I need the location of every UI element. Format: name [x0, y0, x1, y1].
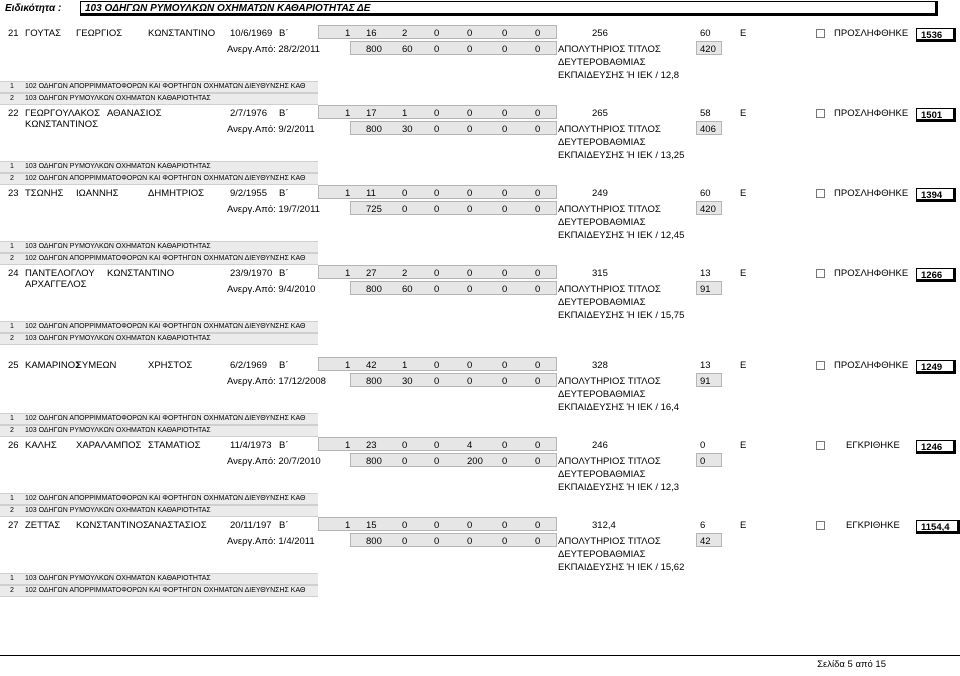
row1-value: 2: [402, 268, 408, 279]
preference-text: 103 ΟΔΗΓΩΝ ΡΥΜΟΥΛΚΩΝ ΟΧΗΜΑΤΩΝ ΚΑΘΑΡΙΟΤΗΤΑΣ: [25, 95, 211, 102]
title-line-2: ΔΕΥΤΕΡΟΒΑΘΜΙΑΣ: [558, 469, 646, 480]
row2-value: 0: [502, 44, 508, 55]
specialty-label: Ειδικότητα :: [5, 3, 62, 14]
row2-value: 0: [467, 536, 473, 547]
score-box: 1246: [916, 440, 956, 454]
row1-value: 0: [467, 28, 473, 39]
row2-value: 0: [535, 204, 541, 215]
row2-value: 800: [366, 44, 382, 55]
row1-value: 0: [402, 520, 408, 531]
category: Β΄: [279, 108, 289, 119]
row2-value: 800: [366, 284, 382, 295]
preference-number: 1: [10, 495, 14, 502]
title-line-2: ΔΕΥΤΕΡΟΒΑΘΜΙΑΣ: [558, 297, 646, 308]
row2-value: 0: [502, 284, 508, 295]
record-number: 26: [8, 440, 19, 451]
title-line-3: ΕΚΠΑΙΔΕΥΣΗΣ Ή ΙΕΚ / 15,75: [558, 310, 685, 321]
row2-value: 0: [434, 536, 440, 547]
score-box: 1266: [916, 268, 956, 282]
row1-value: 0: [502, 440, 508, 451]
row1-value: 1: [345, 520, 351, 531]
preference-text: 102 ΟΔΗΓΩΝ ΑΠΟΡΡΙΜΜΑΤΟΦΟΡΩΝ ΚΑΙ ΦΟΡΤΗΓΩΝ ΟΧΗΜΑΤΩΝ ΔΙΕΥΘΥΝΣΗΣ ΚΑΘ: [25, 175, 306, 182]
status-checkbox[interactable]: [816, 29, 825, 38]
row2-value: 30: [402, 124, 413, 135]
preference-row: [0, 413, 318, 425]
status-checkbox[interactable]: [816, 441, 825, 450]
value-2: 13: [700, 360, 711, 371]
row1-value: 0: [535, 108, 541, 119]
row1-value: 11: [366, 188, 376, 199]
row1-value: 0: [402, 188, 408, 199]
preference-number: 2: [10, 587, 14, 594]
row2-value: 0: [434, 376, 440, 387]
row1-value: 0: [502, 28, 508, 39]
preference-row: [0, 505, 318, 517]
row1-value: 0: [434, 28, 440, 39]
title-line-1: ΑΠΟΛΥΤΗΡΙΟΣ ΤΙΤΛΟΣ: [558, 456, 661, 467]
row1-value: 0: [535, 520, 541, 531]
preference-row: [0, 585, 318, 597]
preference-text: 103 ΟΔΗΓΩΝ ΡΥΜΟΥΛΚΩΝ ΟΧΗΜΑΤΩΝ ΚΑΘΑΡΙΟΤΗΤΑΣ: [25, 575, 211, 582]
first-name: ΑΘΑΝΑΣΙΟΣ: [107, 108, 162, 119]
value-2: 60: [700, 28, 711, 39]
row1-value: 23: [366, 440, 377, 451]
birth-date: 20/11/197: [230, 520, 272, 531]
surname: ΓΕΩΡΓΟΥΛΑΚΟΣ: [25, 108, 100, 119]
row2-value: 60: [402, 44, 413, 55]
title-line-1: ΑΠΟΛΥΤΗΡΙΟΣ ΤΙΤΛΟΣ: [558, 204, 661, 215]
title-line-2: ΔΕΥΤΕΡΟΒΑΘΜΙΑΣ: [558, 549, 646, 560]
page-number: Σελίδα 5 από 15: [817, 659, 886, 670]
row2-value: 800: [366, 376, 382, 387]
category: Β΄: [279, 520, 289, 531]
name-continuation: ΚΩΝΣΤΑΝΤΙΝΟΣ: [25, 119, 99, 130]
row1-value: 4: [467, 440, 473, 451]
birth-date: 10/6/1969: [230, 28, 273, 39]
preference-row: [0, 425, 318, 437]
row1-value: 1: [345, 28, 351, 39]
title-line-2: ΔΕΥΤΕΡΟΒΑΘΜΙΑΣ: [558, 217, 646, 228]
preference-text: 102 ΟΔΗΓΩΝ ΑΠΟΡΡΙΜΜΑΤΟΦΟΡΩΝ ΚΑΙ ΦΟΡΤΗΓΩΝ ΟΧΗΜΑΤΩΝ ΔΙΕΥΘΥΝΣΗΣ ΚΑΘ: [25, 415, 306, 422]
value-2: 0: [700, 440, 706, 451]
birth-date: 23/9/1970: [230, 268, 273, 279]
preference-row: [0, 93, 318, 105]
score-box: 1536: [916, 28, 956, 42]
record-number: 27: [8, 520, 19, 531]
education-level: Ε: [740, 188, 747, 199]
row2-value: 30: [402, 376, 413, 387]
unemployed-since: Ανεργ.Από: 1/4/2011: [227, 536, 315, 547]
surname: ΤΣΩΝΗΣ: [25, 188, 64, 199]
row2-value: 0: [434, 284, 440, 295]
title-line-1: ΑΠΟΛΥΤΗΡΙΟΣ ΤΙΤΛΟΣ: [558, 124, 661, 135]
row1-value: 2: [402, 28, 408, 39]
row1-value: 1: [345, 108, 351, 119]
row1-value: 0: [502, 108, 508, 119]
row1-value: 27: [366, 268, 377, 279]
preference-row: [0, 161, 318, 173]
education-level: Ε: [740, 28, 747, 39]
preference-number: 2: [10, 255, 14, 262]
row1-value: 1: [345, 268, 351, 279]
row1-value: 0: [434, 440, 440, 451]
row1-value: 0: [402, 440, 408, 451]
row2-value: 0: [502, 376, 508, 387]
preference-text: 103 ΟΔΗΓΩΝ ΡΥΜΟΥΛΚΩΝ ΟΧΗΜΑΤΩΝ ΚΑΘΑΡΙΟΤΗΤΑΣ: [25, 427, 211, 434]
row1-value: 0: [502, 360, 508, 371]
status-checkbox[interactable]: [816, 109, 825, 118]
score-box: 1501: [916, 108, 956, 122]
preference-text: 102 ΟΔΗΓΩΝ ΑΠΟΡΡΙΜΜΑΤΟΦΟΡΩΝ ΚΑΙ ΦΟΡΤΗΓΩΝ ΟΧΗΜΑΤΩΝ ΔΙΕΥΘΥΝΣΗΣ ΚΑΘ: [25, 495, 306, 502]
score-box: 1154,4: [916, 520, 960, 534]
preference-number: 1: [10, 163, 14, 170]
title-value: 420: [700, 204, 716, 215]
first-name: ΧΑΡΑΛΑΜΠΟΣ: [76, 440, 142, 451]
preference-row: [0, 333, 318, 345]
title-line-3: ΕΚΠΑΙΔΕΥΣΗΣ Ή ΙΕΚ / 15,62: [558, 562, 685, 573]
title-line-2: ΔΕΥΤΕΡΟΒΑΘΜΙΑΣ: [558, 137, 646, 148]
preference-number: 1: [10, 323, 14, 330]
status: ΠΡΟΣΛΗΦΘΗΚΕ: [834, 268, 909, 279]
row1-value: 15: [366, 520, 377, 531]
preference-text: 102 ΟΔΗΓΩΝ ΑΠΟΡΡΙΜΜΑΤΟΦΟΡΩΝ ΚΑΙ ΦΟΡΤΗΓΩΝ ΟΧΗΜΑΤΩΝ ΔΙΕΥΘΥΝΣΗΣ ΚΑΘ: [25, 255, 306, 262]
first-name: ΙΩΑΝΝΗΣ: [76, 188, 119, 199]
surname: ΚΑΛΗΣ: [25, 440, 57, 451]
first-name: ΣΥΜΕΩΝ: [76, 360, 117, 371]
row1-value: 0: [502, 520, 508, 531]
row2-value: 0: [402, 204, 408, 215]
preference-number: 2: [10, 175, 14, 182]
row2-value: 0: [467, 204, 473, 215]
preference-row: [0, 321, 318, 333]
record-number: 21: [8, 28, 19, 39]
status-checkbox[interactable]: [816, 269, 825, 278]
father-name: ΚΩΝΣΤΑΝΤΙΝΟ: [148, 28, 216, 39]
preference-row: [0, 493, 318, 505]
unemployed-since: Ανεργ.Από: 9/4/2010: [227, 284, 316, 295]
preference-row: [0, 173, 318, 185]
title-line-3: ΕΚΠΑΙΔΕΥΣΗΣ Ή ΙΕΚ / 12,3: [558, 482, 680, 493]
row2-value: 0: [467, 44, 473, 55]
status: ΠΡΟΣΛΗΦΘΗΚΕ: [834, 360, 909, 371]
row1-value: 1: [345, 440, 351, 451]
title-line-3: ΕΚΠΑΙΔΕΥΣΗΣ Ή ΙΕΚ / 12,8: [558, 70, 680, 81]
row1-value: 0: [502, 268, 508, 279]
birth-date: 2/7/1976: [230, 108, 267, 119]
status-checkbox[interactable]: [816, 361, 825, 370]
father-name: ΣΤΑΜΑΤΙΟΣ: [148, 440, 201, 451]
unemployed-since: Ανεργ.Από: 19/7/2011: [227, 204, 320, 215]
birth-date: 9/2/1955: [230, 188, 267, 199]
record-number: 22: [8, 108, 19, 119]
education-level: Ε: [740, 360, 747, 371]
points: 249: [592, 188, 608, 199]
status-checkbox[interactable]: [816, 189, 825, 198]
points: 312,4: [592, 520, 616, 531]
surname: ΠΑΝΤΕΛΟΓΛΟΥ: [25, 268, 95, 279]
row1-value: 1: [345, 188, 351, 199]
value-2: 58: [700, 108, 711, 119]
first-name: ΚΩΝΣΤΑΝΤΙΝΟΣ: [76, 520, 150, 531]
score-box: 1394: [916, 188, 956, 202]
row2-value: 0: [535, 456, 541, 467]
status: ΠΡΟΣΛΗΦΘΗΚΕ: [834, 188, 909, 199]
preference-number: 2: [10, 335, 14, 342]
row2-value: 0: [535, 124, 541, 135]
row1-value: 0: [467, 108, 473, 119]
row2-value: 0: [502, 536, 508, 547]
row1-value: 0: [434, 188, 440, 199]
row2-value: 0: [467, 376, 473, 387]
row1-value: 1: [402, 108, 408, 119]
row2-value: 200: [467, 456, 483, 467]
row2-value: 0: [434, 124, 440, 135]
preference-number: 2: [10, 95, 14, 102]
row1-value: 0: [535, 360, 541, 371]
education-level: Ε: [740, 268, 747, 279]
preference-number: 2: [10, 427, 14, 434]
birth-date: 11/4/1973: [230, 440, 272, 451]
category: Β΄: [279, 268, 289, 279]
row1-value: 0: [467, 188, 473, 199]
row1-value: 0: [535, 28, 541, 39]
preference-text: 103 ΟΔΗΓΩΝ ΡΥΜΟΥΛΚΩΝ ΟΧΗΜΑΤΩΝ ΚΑΘΑΡΙΟΤΗΤΑΣ: [25, 243, 211, 250]
title-value: 91: [700, 284, 711, 295]
row2-value: 0: [502, 124, 508, 135]
preference-row: [0, 253, 318, 265]
value-2: 6: [700, 520, 706, 531]
unemployed-since: Ανεργ.Από: 28/2/2011: [227, 44, 320, 55]
row1-value: 0: [535, 268, 541, 279]
preference-text: 103 ΟΔΗΓΩΝ ΡΥΜΟΥΛΚΩΝ ΟΧΗΜΑΤΩΝ ΚΑΘΑΡΙΟΤΗΤΑΣ: [25, 163, 211, 170]
row1-value: 0: [434, 360, 440, 371]
value-2: 13: [700, 268, 711, 279]
row1-value: 16: [366, 28, 377, 39]
points: 265: [592, 108, 608, 119]
row1-value: 42: [366, 360, 377, 371]
title-value: 42: [700, 536, 711, 547]
surname: ΚΑΜΑΡΙΝΟΣ: [25, 360, 82, 371]
status: ΠΡΟΣΛΗΦΘΗΚΕ: [834, 108, 909, 119]
preference-number: 1: [10, 415, 14, 422]
row2-value: 725: [366, 204, 382, 215]
row1-value: 0: [535, 440, 541, 451]
preference-row: [0, 241, 318, 253]
category: Β΄: [279, 360, 289, 371]
row2-value: 0: [535, 536, 541, 547]
row1-value: 0: [434, 268, 440, 279]
status: ΠΡΟΣΛΗΦΘΗΚΕ: [834, 28, 909, 39]
points: 315: [592, 268, 608, 279]
surname: ΖΕΤΤΑΣ: [25, 520, 61, 531]
status: ΕΓΚΡΙΘΗΚΕ: [846, 520, 900, 531]
unemployed-since: Ανεργ.Από: 20/7/2010: [227, 456, 321, 467]
row2-value: 0: [535, 284, 541, 295]
row2-value: 800: [366, 456, 382, 467]
unemployed-since: Ανεργ.Από: 9/2/2011: [227, 124, 315, 135]
points: 328: [592, 360, 608, 371]
preference-row: [0, 81, 318, 93]
first-name: ΚΩΝΣΤΑΝΤΙΝΟ: [107, 268, 175, 279]
row1-value: 0: [467, 268, 473, 279]
row1-value: 17: [366, 108, 377, 119]
surname: ΓΟΥΤΑΣ: [25, 28, 61, 39]
title-value: 0: [700, 456, 706, 467]
category: Β΄: [279, 440, 289, 451]
preference-number: 2: [10, 507, 14, 514]
row2-value: 60: [402, 284, 413, 295]
father-name: ΧΡΗΣΤΟΣ: [148, 360, 193, 371]
title-line-3: ΕΚΠΑΙΔΕΥΣΗΣ Ή ΙΕΚ / 16,4: [558, 402, 680, 413]
category: Β΄: [279, 188, 289, 199]
value-2: 60: [700, 188, 711, 199]
preference-number: 1: [10, 243, 14, 250]
row2-value: 0: [467, 284, 473, 295]
row1-value: 0: [434, 108, 440, 119]
row2-value: 0: [467, 124, 473, 135]
row2-value: 0: [402, 456, 408, 467]
specialty-box: 103 ΟΔΗΓΩΝ ΡΥΜΟΥΛΚΩΝ ΟΧΗΜΑΤΩΝ ΚΑΘΑΡΙΟΤΗΤΑΣ ΔΕ: [80, 1, 938, 16]
row2-value: 0: [535, 376, 541, 387]
education-level: Ε: [740, 520, 747, 531]
preference-text: 102 ΟΔΗΓΩΝ ΑΠΟΡΡΙΜΜΑΤΟΦΟΡΩΝ ΚΑΙ ΦΟΡΤΗΓΩΝ ΟΧΗΜΑΤΩΝ ΔΙΕΥΘΥΝΣΗΣ ΚΑΘ: [25, 83, 306, 90]
row2-value: 0: [535, 44, 541, 55]
title-value: 420: [700, 44, 716, 55]
row2-value: 800: [366, 124, 382, 135]
score-box: 1249: [916, 360, 956, 374]
preference-text: 102 ΟΔΗΓΩΝ ΑΠΟΡΡΙΜΜΑΤΟΦΟΡΩΝ ΚΑΙ ΦΟΡΤΗΓΩΝ ΟΧΗΜΑΤΩΝ ΔΙΕΥΘΥΝΣΗΣ ΚΑΘ: [25, 587, 306, 594]
preference-number: 1: [10, 83, 14, 90]
title-line-1: ΑΠΟΛΥΤΗΡΙΟΣ ΤΙΤΛΟΣ: [558, 44, 661, 55]
education-level: Ε: [740, 440, 747, 451]
points: 256: [592, 28, 608, 39]
row2-value: 0: [402, 536, 408, 547]
row1-value: 1: [345, 360, 351, 371]
category: Β΄: [279, 28, 289, 39]
unemployed-since: Ανεργ.Από: 17/12/2008: [227, 376, 326, 387]
title-line-2: ΔΕΥΤΕΡΟΒΑΘΜΙΑΣ: [558, 57, 646, 68]
row1-value: 0: [535, 188, 541, 199]
record-number: 25: [8, 360, 19, 371]
name-continuation: ΑΡΧΑΓΓΕΛΟΣ: [25, 279, 87, 290]
title-line-2: ΔΕΥΤΕΡΟΒΑΘΜΙΑΣ: [558, 389, 646, 400]
record-number: 24: [8, 268, 19, 279]
points: 246: [592, 440, 608, 451]
title-line-1: ΑΠΟΛΥΤΗΡΙΟΣ ΤΙΤΛΟΣ: [558, 536, 661, 547]
title-value: 91: [700, 376, 711, 387]
row2-value: 800: [366, 536, 382, 547]
preference-text: 103 ΟΔΗΓΩΝ ΡΥΜΟΥΛΚΩΝ ΟΧΗΜΑΤΩΝ ΚΑΘΑΡΙΟΤΗΤΑΣ: [25, 507, 211, 514]
title-line-3: ΕΚΠΑΙΔΕΥΣΗΣ Ή ΙΕΚ / 12,45: [558, 230, 685, 241]
preference-row: [0, 573, 318, 585]
record-number: 23: [8, 188, 19, 199]
row2-value: 0: [434, 204, 440, 215]
status: ΕΓΚΡΙΘΗΚΕ: [846, 440, 900, 451]
father-name: ΔΗΜΗΤΡΙΟΣ: [148, 188, 205, 199]
title-line-1: ΑΠΟΛΥΤΗΡΙΟΣ ΤΙΤΛΟΣ: [558, 284, 661, 295]
row1-value: 0: [434, 520, 440, 531]
education-level: Ε: [740, 108, 747, 119]
row2-value: 0: [502, 456, 508, 467]
row1-value: 0: [467, 520, 473, 531]
row2-value: 0: [434, 456, 440, 467]
row2-value: 0: [502, 204, 508, 215]
birth-date: 6/2/1969: [230, 360, 267, 371]
title-line-1: ΑΠΟΛΥΤΗΡΙΟΣ ΤΙΤΛΟΣ: [558, 376, 661, 387]
row1-value: 0: [467, 360, 473, 371]
preference-text: 102 ΟΔΗΓΩΝ ΑΠΟΡΡΙΜΜΑΤΟΦΟΡΩΝ ΚΑΙ ΦΟΡΤΗΓΩΝ ΟΧΗΜΑΤΩΝ ΔΙΕΥΘΥΝΣΗΣ ΚΑΘ: [25, 323, 306, 330]
row1-value: 0: [502, 188, 508, 199]
title-value: 406: [700, 124, 716, 135]
row2-value: 0: [434, 44, 440, 55]
status-checkbox[interactable]: [816, 521, 825, 530]
father-name: ΑΝΑΣΤΑΣΙΟΣ: [148, 520, 207, 531]
title-line-3: ΕΚΠΑΙΔΕΥΣΗΣ Ή ΙΕΚ / 13,25: [558, 150, 685, 161]
preference-number: 1: [10, 575, 14, 582]
first-name: ΓΕΩΡΓΙΟΣ: [76, 28, 123, 39]
footer-rule: [0, 655, 960, 656]
row1-value: 1: [402, 360, 408, 371]
preference-text: 103 ΟΔΗΓΩΝ ΡΥΜΟΥΛΚΩΝ ΟΧΗΜΑΤΩΝ ΚΑΘΑΡΙΟΤΗΤΑΣ: [25, 335, 211, 342]
